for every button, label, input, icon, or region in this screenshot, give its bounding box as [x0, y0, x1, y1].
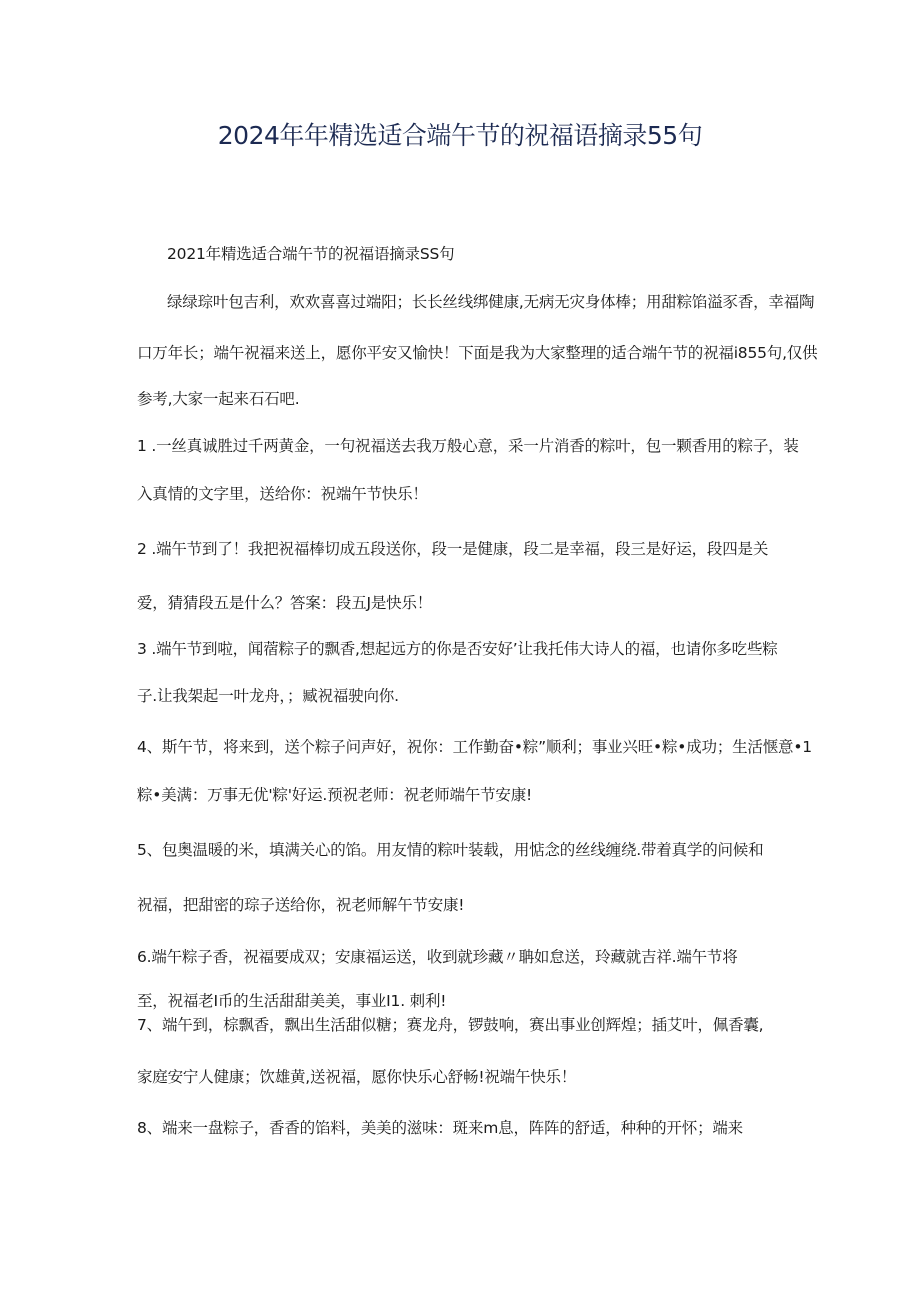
document-title: 2024年年精选适合端午节的祝福语摘录55句 — [217, 121, 703, 150]
list-item-line: 爱，猜猜段五是什么？答案：段五J是快乐！ — [137, 594, 433, 612]
list-item-line: 1 .一丝真诚胜过千两黄金，一句祝福送去我万般心意，采一片消香的粽叶，包一颗香用的粽子，装 — [137, 437, 799, 455]
list-item-line: 祝福，把甜密的琮子送给你，祝老师解午节安康! — [137, 896, 465, 914]
paragraph-line: 口万年长；端午祝福来送上，愿你平安又愉快！下面是我为大家整理的适合端午节的祝福i855句,仅供 — [137, 344, 818, 362]
list-item-line: 8、端来一盘粽子，香香的馅料，美美的滋味：斑来m息，阵阵的舒适，种种的开怀；端来 — [137, 1119, 743, 1137]
list-item-line: 3 .端午节到啦，闻蓿粽子的飘香,想起远方的你是否安好’让我托伟大诗人的福，也请你多吃些粽 — [137, 640, 778, 658]
list-item-line: 2 .端午节到了！我把祝福棒切成五段送你，段一是健康，段二是幸福，段三是好运，段四是关 — [137, 540, 769, 558]
list-item-line: 家庭安宁人健康；饮雄黄,送祝福，愿你快乐心舒畅!祝端午快乐！ — [137, 1068, 577, 1086]
list-item-line: 7、端午到，棕飘香，飘出生活甜似糖；赛龙舟，锣鼓响，赛出事业创辉煌；插艾叶，佩香囊, — [137, 1016, 764, 1034]
list-item-line: 5、包奥温暖的米，填满关心的馅。用友情的粽叶装载，用惦念的丝线缠绕.带着真学的问候和 — [137, 841, 764, 859]
list-item-line: 6.端午粽子香，祝福要成双；安康福运送，收到就珍藏〃聃如怠送，玲藏就吉祥.端午节将 — [137, 948, 738, 966]
list-item-line: 粽•美满：万事无优'粽'好运.预祝老师：祝老师端午节安康! — [137, 786, 533, 804]
list-item-line: 4、斯午节，将来到，送个粽子问声好，祝你：工作勤奋•粽”顺利；事业兴旺•粽•成功；生活惬意•1 — [137, 738, 812, 756]
list-item-line: 入真情的文字里，送给你：祝端午节快乐！ — [137, 485, 428, 503]
subtitle-line: 2021年精选适合端午节的祝福语摘录SS句 — [167, 245, 455, 263]
list-item-line: 子.让我架起一叶龙舟，；臧祝福驶向你. — [137, 687, 399, 705]
paragraph-line: 绿绿琮叶包吉利，欢欢喜喜过端阳；长长丝线绑健康,无病无灾身体棒；用甜粽馅溢豕香，幸福陶 — [167, 293, 815, 311]
list-item-line: 至，祝福老I币的生活甜甜美美，事业I1. 刺利! — [137, 992, 447, 1010]
paragraph-line: 参考,大家一起来石石吧. — [137, 390, 300, 408]
